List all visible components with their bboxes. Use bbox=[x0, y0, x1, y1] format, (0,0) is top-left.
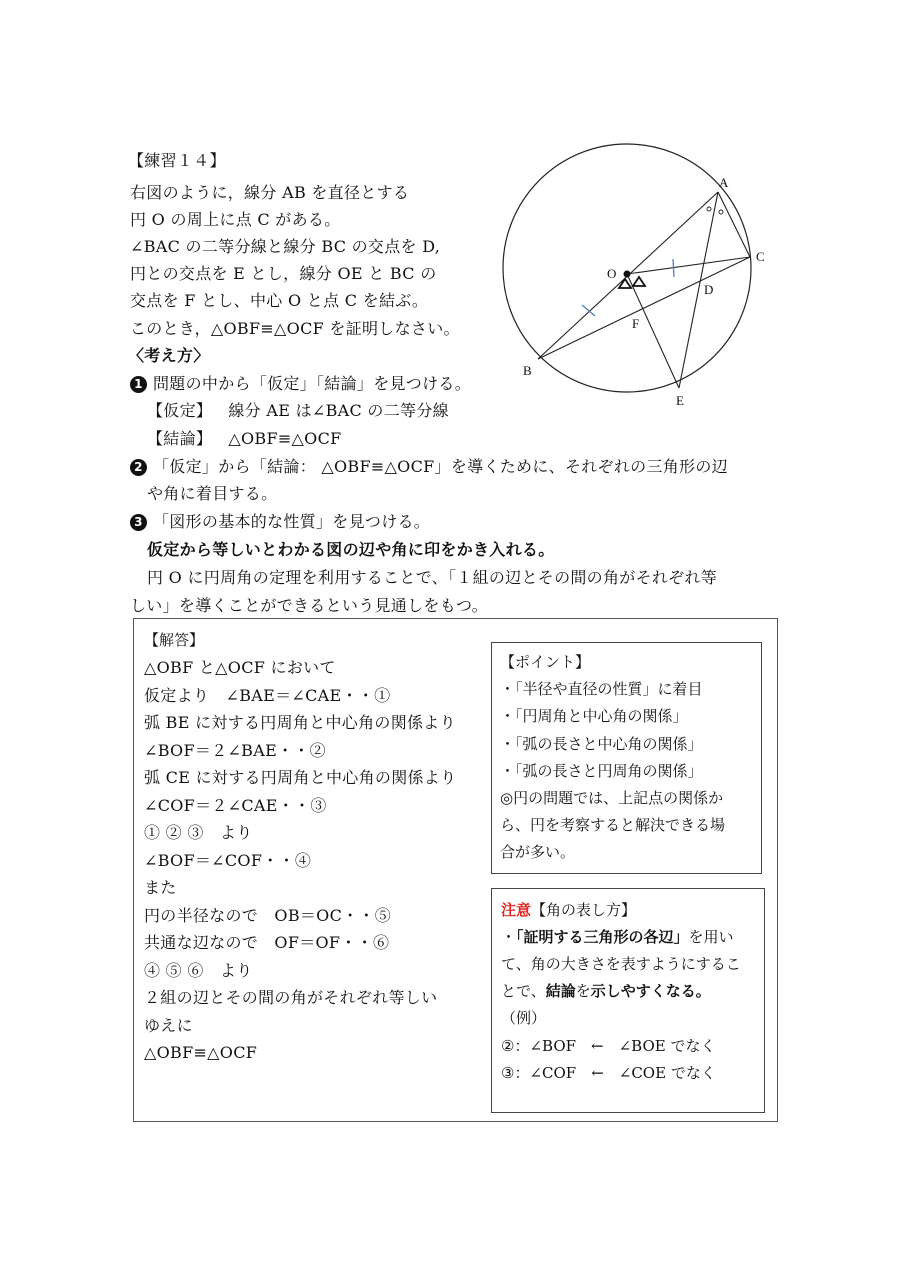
answer-line: ① ② ③ より bbox=[144, 823, 253, 842]
answer-line: ∠BOF＝∠COF・・④ bbox=[144, 851, 312, 870]
answer-line: ∠COF＝２∠CAE・・③ bbox=[144, 796, 327, 815]
point-line: ◎円の問題では、上記点の関係か bbox=[500, 789, 724, 807]
step-2 bbox=[130, 453, 728, 480]
note-heading: 【角の表し方】 bbox=[531, 901, 637, 919]
note-text: を bbox=[575, 982, 591, 1000]
point-line: 合が多い。 bbox=[500, 843, 576, 861]
note-box bbox=[491, 888, 765, 1113]
problem-line: ∠BAC の二等分線と線分 BC の交点を D, bbox=[130, 237, 441, 256]
note-line bbox=[501, 978, 711, 1005]
approach-paragraph: 円 O に円周角の定理を利用することで、「１組の辺とその間の角がそれぞれ等 bbox=[147, 568, 718, 587]
answer-heading: 【解答】 bbox=[144, 631, 205, 649]
point-line: ・「半径や直径の性質」に着目 bbox=[500, 680, 703, 698]
step-number-3: 3 bbox=[130, 514, 147, 531]
conclusion-text: △OBF≡△OCF bbox=[228, 429, 342, 448]
note-heading-line bbox=[501, 897, 636, 924]
note-example-label: （例） bbox=[501, 1009, 547, 1027]
problem-line: 交点を F とし、中心 O と点 C を結ぶ。 bbox=[130, 291, 429, 310]
problem-line: 円 O の周上に点 C がある。 bbox=[130, 210, 341, 229]
point-line: ら、円を考察すると解決できる場 bbox=[500, 816, 726, 834]
point-heading: 【ポイント】 bbox=[500, 653, 591, 671]
note-bold-text: 示しやすくなる。 bbox=[590, 982, 711, 1000]
answer-line: 仮定より ∠BAE＝∠CAE・・① bbox=[144, 686, 391, 705]
point-line: ・「弧の長さと円周角の関係」 bbox=[500, 762, 703, 780]
step-number-2: 2 bbox=[130, 459, 147, 476]
problem-line: 円との交点を E とし，線分 OE と BC の bbox=[130, 264, 437, 283]
angle-mark-bof bbox=[619, 279, 631, 288]
label-e: E bbox=[676, 393, 684, 408]
label-d: D bbox=[704, 282, 714, 297]
answer-line: また bbox=[144, 878, 177, 897]
point-line: ・「円周角と中心角の関係」 bbox=[500, 707, 688, 725]
note-example: ②：∠BOF ← ∠BOE でなく bbox=[501, 1037, 716, 1055]
angle-mark-cae bbox=[719, 210, 723, 214]
approach-paragraph-cont: しい」を導くことができるという見通しをもつ。 bbox=[130, 596, 488, 615]
label-f: F bbox=[632, 316, 640, 331]
note-text: を用い bbox=[688, 928, 734, 946]
step-3-text: 「図形の基本的な性質」を見つける。 bbox=[153, 512, 431, 531]
answer-line: 共通な辺なので OF＝OF・・⑥ bbox=[144, 933, 390, 952]
step-number-1: 1 bbox=[130, 376, 147, 393]
segment-ac bbox=[718, 192, 750, 257]
answer-line: ゆえに bbox=[144, 1016, 193, 1035]
assumption-label: 【仮定】 bbox=[147, 401, 213, 420]
step-2-cont: や角に着目する。 bbox=[147, 484, 278, 503]
label-a: A bbox=[719, 175, 729, 190]
note-example: ③：∠COF ← ∠COE でなく bbox=[501, 1064, 716, 1082]
problem-line: 右図のように，線分 AB を直径とする bbox=[130, 183, 410, 202]
conclusion-line bbox=[147, 425, 342, 452]
answer-line: 円の半径なので OB＝OC・・⑤ bbox=[144, 906, 392, 925]
note-label: 注意 bbox=[501, 901, 532, 919]
answer-line: △OBF≡△OCF bbox=[144, 1043, 258, 1062]
note-line bbox=[501, 924, 734, 951]
emphasis-text: 仮定から等しいとわかる図の辺や角に印をかき入れる。 bbox=[147, 540, 555, 559]
circle-o bbox=[503, 144, 751, 392]
answer-line: 弧 BE に対する円周角と中心角の関係より bbox=[144, 713, 456, 732]
assumption-line bbox=[147, 397, 449, 424]
answer-line: ④ ⑤ ⑥ より bbox=[144, 961, 253, 980]
answer-line: ２組の辺とその間の角がそれぞれ等しい bbox=[144, 988, 438, 1007]
conclusion-label: 【結論】 bbox=[147, 429, 213, 448]
note-text: とで、 bbox=[501, 982, 546, 1000]
note-line: て、角の大きさを表すようにするこ bbox=[501, 955, 741, 973]
center-point bbox=[624, 271, 631, 278]
step-1 bbox=[130, 370, 471, 397]
point-line: ・「弧の長さと中心角の関係」 bbox=[500, 735, 703, 753]
label-b: B bbox=[523, 363, 532, 378]
answer-line: ∠BOF＝２∠BAE・・② bbox=[144, 741, 326, 760]
step-3 bbox=[130, 508, 430, 535]
angle-mark-cof bbox=[633, 277, 645, 286]
label-c: C bbox=[756, 249, 765, 264]
angle-mark-bae bbox=[707, 207, 711, 211]
tick-mark-oc bbox=[673, 259, 674, 277]
label-o: O bbox=[607, 266, 617, 281]
note-bold-text: 結論 bbox=[545, 982, 576, 1000]
step-1-text: 問題の中から「仮定」「結論」を見つける。 bbox=[153, 374, 472, 393]
approach-heading: 〈考え方〉 bbox=[128, 346, 210, 365]
problem-line: このとき，△OBF≡△OCF を証明しなさい。 bbox=[130, 319, 460, 338]
note-bold-text: 「証明する三角形の各辺」 bbox=[516, 928, 689, 946]
segment-bc bbox=[538, 257, 750, 359]
answer-line: △OBF と△OCF において bbox=[144, 658, 336, 677]
assumption-text: 線分 AE は∠BAC の二等分線 bbox=[228, 401, 449, 420]
tick-mark-ob bbox=[582, 305, 595, 316]
problem-title: 【練習１４】 bbox=[128, 151, 226, 170]
step-2-text: 「仮定」から「結論： △OBF≡△OCF」を導くために、それぞれの三角形の辺 bbox=[153, 457, 728, 476]
note-bullet: ・ bbox=[501, 928, 517, 946]
point-box bbox=[491, 642, 762, 874]
segment-oe bbox=[627, 274, 679, 388]
answer-line: 弧 CE に対する円周角と中心角の関係より bbox=[144, 768, 457, 787]
